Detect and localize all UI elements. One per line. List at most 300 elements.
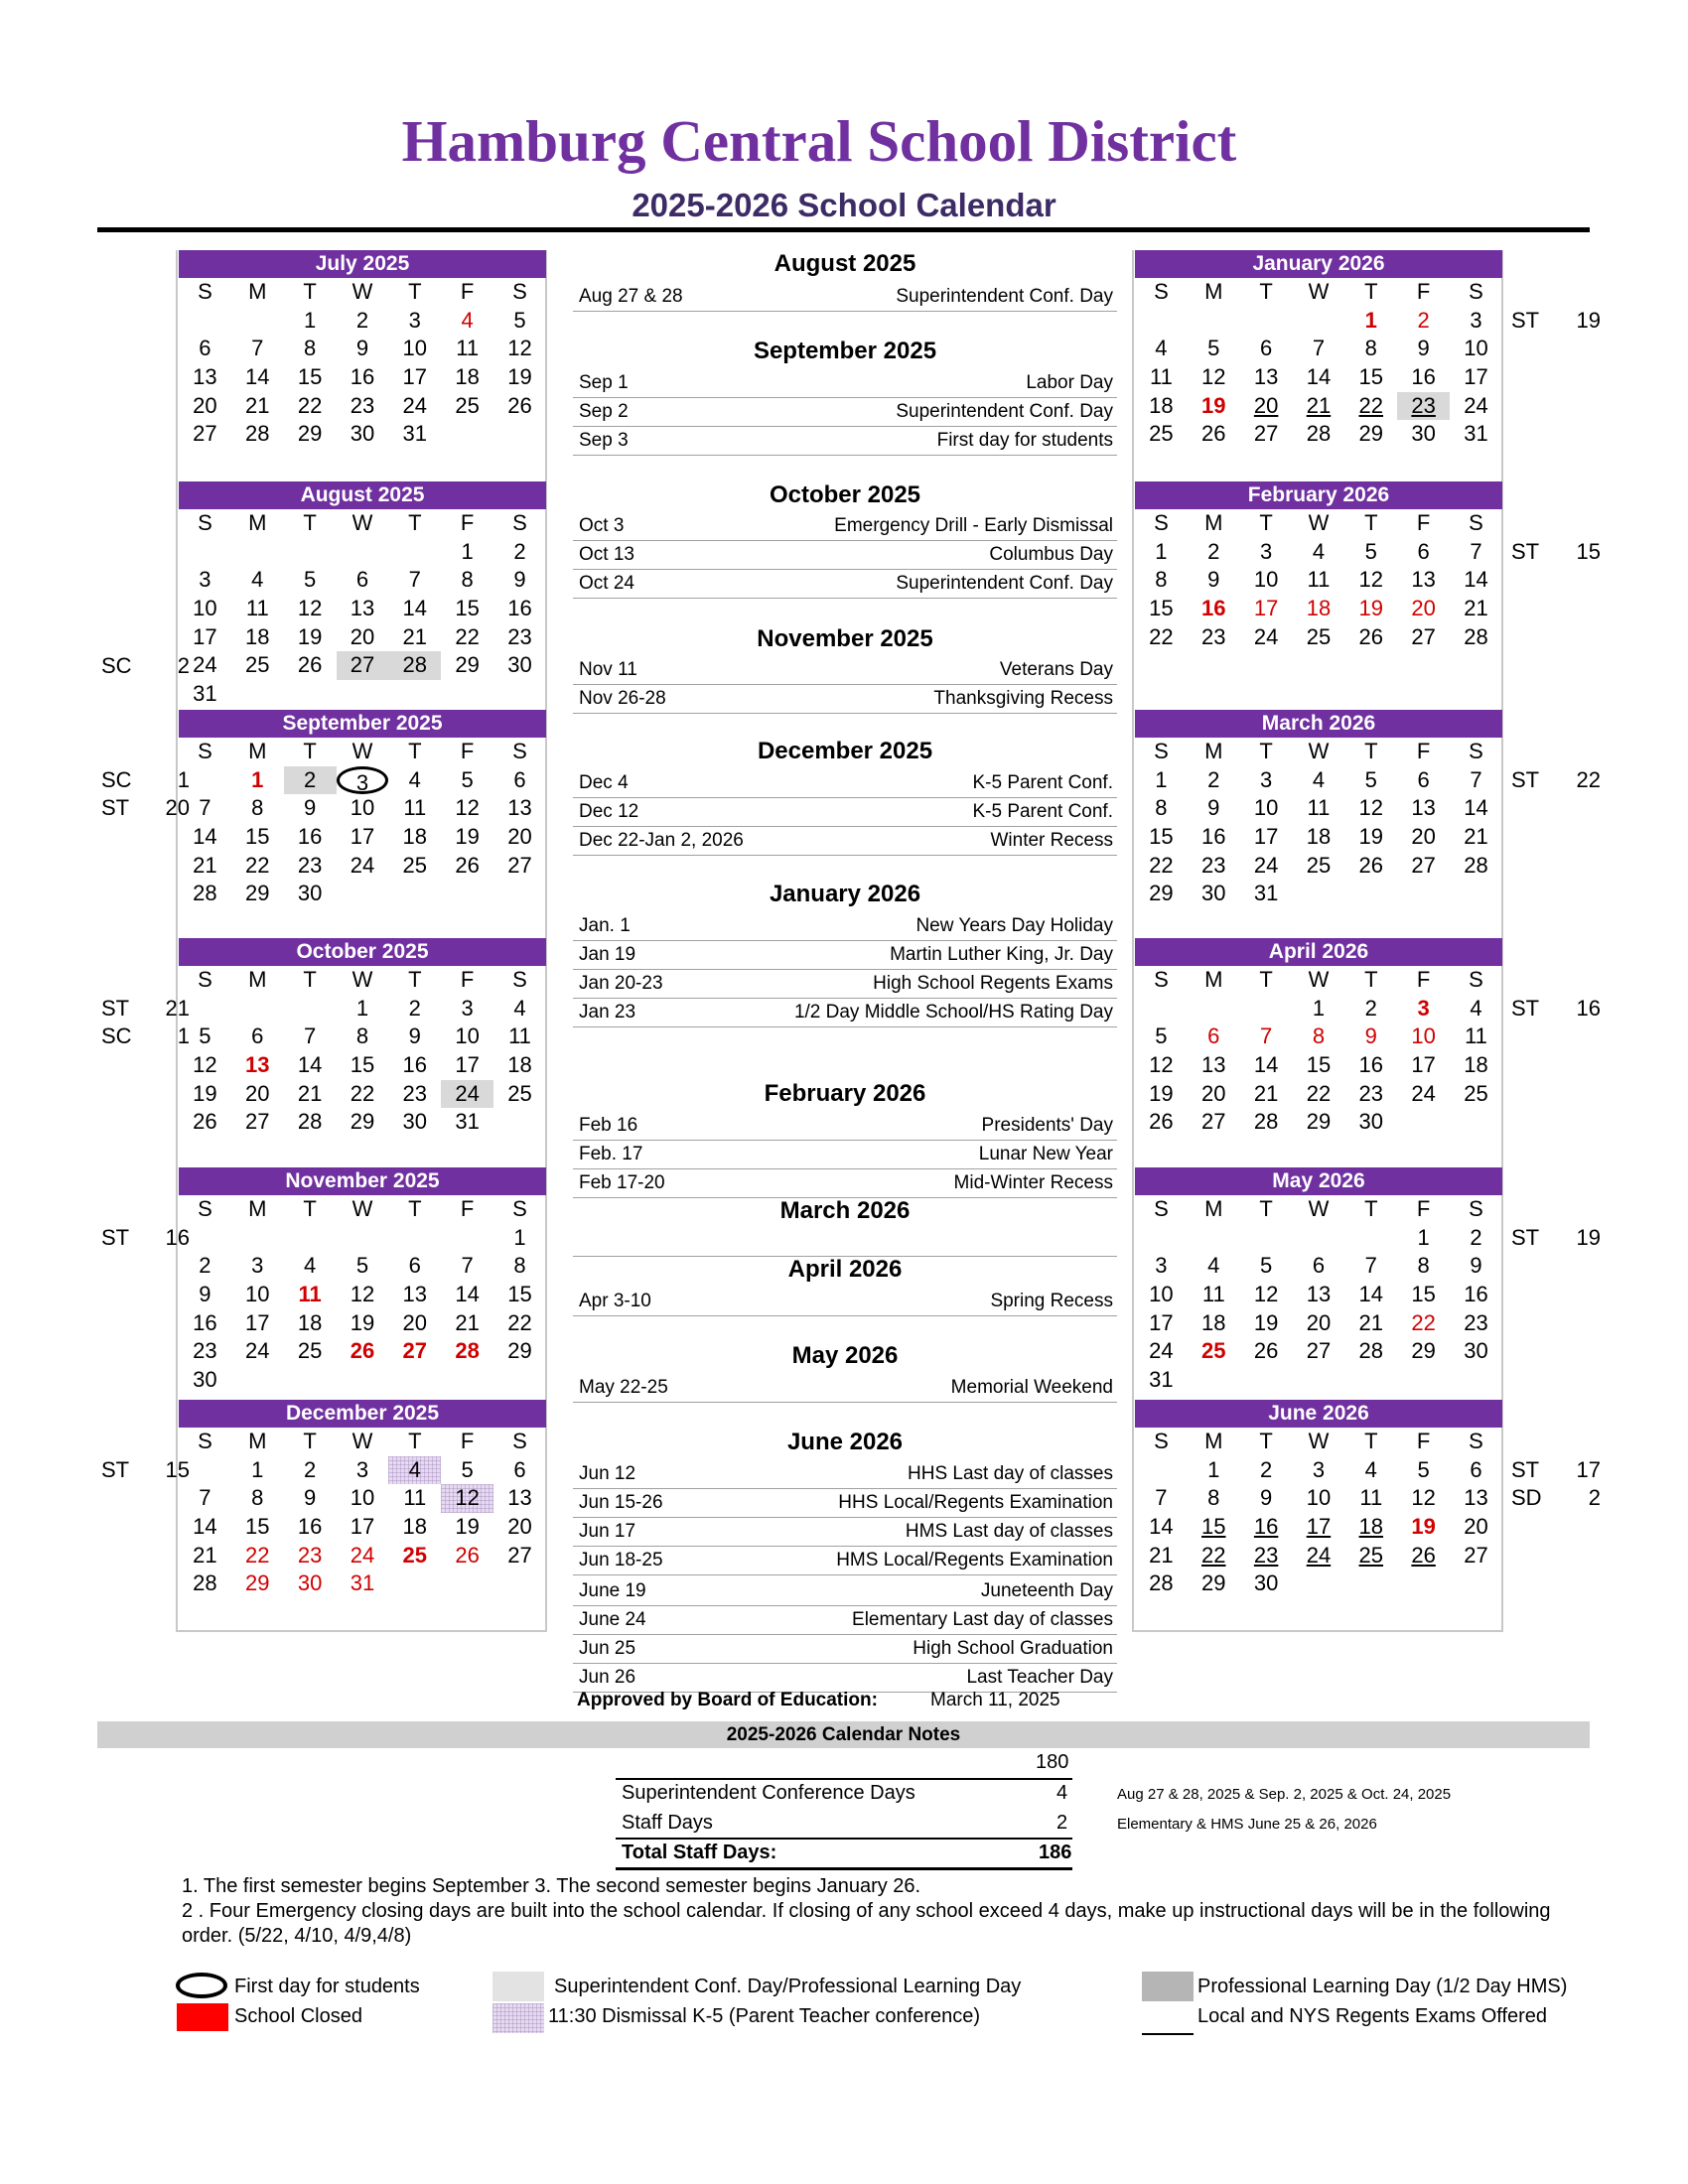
day-cell: [441, 880, 493, 908]
day-cell: 1: [1364, 307, 1377, 333]
legend-dismissal: 11:30 Dismissal K-5 (Parent Teacher conference): [548, 2005, 981, 2027]
event-title: Veterans Day: [999, 659, 1113, 680]
school-closed-swatch: [177, 2003, 228, 2031]
day-cell: 3: [1312, 1456, 1326, 1482]
day-cell: 13: [193, 364, 217, 390]
day-cell: 30: [1201, 881, 1226, 906]
day-cell: 21: [193, 1542, 217, 1568]
day-cell: 29: [455, 652, 480, 678]
weekday-label: F: [460, 739, 475, 763]
day-cell: 17: [245, 1309, 270, 1335]
day-cell: 22: [507, 1309, 532, 1335]
month-november-2025: [179, 1167, 546, 1395]
day-cell: 30: [350, 421, 375, 447]
day-cell: 6: [251, 1024, 264, 1049]
day-cell: 23: [193, 1338, 217, 1364]
day-cell: 6: [513, 1456, 526, 1482]
event-month-heading: April 2026: [787, 1256, 903, 1283]
day-cell: 27: [245, 1109, 270, 1135]
month-august-2025: [179, 481, 546, 709]
day-cell: 20: [1306, 1309, 1332, 1335]
day-cell: 23: [297, 852, 323, 878]
day-cell: 31: [193, 681, 217, 707]
day-grid: [179, 738, 546, 908]
event-date: Oct 3: [579, 515, 625, 536]
day-cell: 17: [1306, 1514, 1332, 1540]
day-cell: 8: [1155, 567, 1168, 593]
day-cell: 26: [1411, 1542, 1436, 1568]
day-cell: 11: [1307, 567, 1331, 593]
day-cell: [1240, 307, 1293, 336]
day-cell: 24: [245, 1338, 270, 1364]
day-cell: 4: [1207, 1253, 1220, 1279]
day-cell: 9: [355, 336, 369, 361]
day-cell: 23: [402, 1080, 428, 1106]
day-cell: 16: [1464, 1282, 1488, 1307]
day-cell: 7: [1364, 1253, 1377, 1279]
day-cell: 28: [193, 1570, 217, 1596]
day-cell: 6: [513, 766, 526, 792]
day-cell: [441, 1570, 493, 1598]
day-cell: 5: [199, 1024, 211, 1049]
day-cell: 7: [1470, 538, 1482, 564]
day-cell: [1344, 880, 1397, 908]
event-row: [573, 911, 1117, 941]
day-cell: [1188, 307, 1240, 336]
day-cell: 18: [1149, 392, 1174, 418]
day-cell: 6: [1207, 1024, 1220, 1049]
day-cell: 3: [1417, 995, 1430, 1021]
day-cell: 30: [297, 1570, 323, 1596]
event-row: [573, 768, 1117, 798]
day-cell: 28: [455, 1338, 480, 1364]
weekday-label: S: [1154, 739, 1169, 763]
day-cell: 12: [1253, 1282, 1279, 1307]
day-cell: 2: [1417, 307, 1430, 333]
day-cell: 3: [337, 766, 389, 795]
day-cell: 3: [1155, 1253, 1168, 1279]
day-cell: 17: [1464, 364, 1488, 390]
day-cell: 21: [455, 1309, 480, 1335]
day-cell: 4: [1364, 1456, 1377, 1482]
day-cell: 6: [1312, 1253, 1326, 1279]
day-cell: 3: [251, 1253, 264, 1279]
day-cell: 2: [284, 766, 337, 795]
day-cell: 6: [355, 567, 369, 593]
month-january-2026: [1135, 250, 1502, 449]
event-date: Feb. 17: [579, 1144, 643, 1164]
staff-count-number: 2: [177, 652, 190, 678]
day-cell: 22: [1411, 1309, 1436, 1335]
staff-count-label: ST: [1511, 1456, 1540, 1482]
day-cell: [337, 880, 389, 908]
day-cell: 5: [1417, 1456, 1430, 1482]
day-cell: 13: [245, 1052, 270, 1078]
day-cell: 20: [507, 1514, 532, 1540]
day-cell: 28: [1464, 623, 1488, 649]
day-cell: 17: [1253, 824, 1279, 850]
event-title: HHS Local/Regents Examination: [838, 1492, 1113, 1513]
staff-count-label: ST: [101, 995, 130, 1021]
day-cell: 24: [1149, 1338, 1174, 1364]
day-cell: [1240, 995, 1293, 1024]
month-header: May 2026: [1135, 1167, 1502, 1195]
day-cell: 27: [507, 1542, 532, 1568]
day-cell: [1450, 1108, 1502, 1137]
day-cell: 17: [1253, 596, 1279, 621]
day-cell: [231, 307, 284, 336]
weekday-label: W: [1308, 279, 1330, 304]
day-cell: 11: [245, 596, 269, 621]
month-september-2025: [179, 710, 546, 908]
day-cell: [493, 1108, 546, 1137]
day-cell: 27: [402, 1338, 428, 1364]
day-cell: 31: [455, 1109, 480, 1135]
day-cell: 28: [1149, 1570, 1174, 1596]
weekday-label: S: [1469, 1429, 1483, 1453]
weekday-label: S: [1154, 1196, 1169, 1221]
day-cell: 28: [1358, 1338, 1384, 1364]
weekday-label: W: [352, 1429, 373, 1453]
day-cell: 9: [303, 1485, 317, 1511]
day-cell: 18: [1201, 1309, 1226, 1335]
day-cell: 24: [193, 652, 217, 678]
day-cell: 20: [350, 623, 375, 649]
month-header: February 2026: [1135, 481, 1502, 509]
day-cell: 4: [408, 766, 421, 792]
day-cell: 19: [1358, 824, 1384, 850]
day-cell: 15: [455, 596, 480, 621]
day-cell: 26: [455, 1542, 480, 1568]
event-row: [573, 397, 1117, 427]
event-row: [573, 1459, 1117, 1489]
event-row: [573, 1517, 1117, 1547]
day-cell: 21: [193, 852, 217, 878]
weekday-label: M: [248, 967, 267, 992]
day-cell: 22: [1149, 852, 1174, 878]
day-cell: 14: [193, 1514, 217, 1540]
weekday-label: T: [408, 1196, 422, 1221]
weekday-label: W: [1308, 739, 1330, 763]
month-header: September 2025: [179, 710, 546, 738]
day-cell: 24: [1411, 1080, 1436, 1106]
day-cell: 7: [199, 1485, 211, 1511]
day-cell: 29: [245, 1570, 270, 1596]
day-cell: 23: [507, 623, 532, 649]
summary-rule-mid: [616, 1838, 1072, 1840]
day-cell: 1: [251, 766, 264, 792]
first-day-legend-icon: [176, 1973, 227, 1998]
day-cell: 21: [1464, 596, 1488, 621]
event-month-heading: March 2026: [779, 1197, 911, 1224]
weekday-label: S: [512, 967, 527, 992]
day-cell: 14: [1358, 1282, 1384, 1307]
day-cell: 20: [1411, 596, 1436, 621]
event-row: [573, 1546, 1117, 1575]
day-cell: [441, 680, 493, 709]
day-cell: 30: [507, 652, 532, 678]
weekday-label: S: [512, 739, 527, 763]
event-row: [573, 1227, 1117, 1257]
month-header: April 2026: [1135, 938, 1502, 966]
day-cell: 21: [1358, 1309, 1384, 1335]
staff-count-label: SC: [101, 652, 132, 678]
day-cell: 28: [297, 1109, 323, 1135]
day-cell: 16: [297, 1514, 323, 1540]
day-cell: [1188, 1224, 1240, 1253]
day-cell: 18: [402, 824, 428, 850]
day-cell: 8: [1417, 1253, 1430, 1279]
staff-count-number: 1: [177, 766, 190, 792]
day-cell: [1450, 1366, 1502, 1395]
event-title: Superintendent Conf. Day: [896, 573, 1113, 594]
day-cell: 17: [402, 364, 428, 390]
day-cell: 27: [1411, 623, 1436, 649]
event-row: [573, 797, 1117, 827]
staff-count-number: 21: [165, 995, 190, 1021]
month-header: November 2025: [179, 1167, 546, 1195]
day-cell: 13: [402, 1282, 428, 1307]
day-cell: [284, 1224, 337, 1253]
weekday-label: T: [1259, 1429, 1273, 1453]
weekday-label: T: [1364, 739, 1378, 763]
weekday-label: T: [1259, 1196, 1273, 1221]
legend-supt-day: Superintendent Conf. Day/Professional Learning Day: [554, 1976, 1022, 1997]
day-cell: [493, 420, 546, 449]
event-title: Superintendent Conf. Day: [896, 401, 1113, 422]
day-cell: 7: [1312, 336, 1326, 361]
month-header: December 2025: [179, 1400, 546, 1428]
day-cell: 20: [1253, 392, 1279, 418]
day-cell: 6: [1417, 538, 1430, 564]
note-emergency-2: order. (5/22, 4/10, 4/9,4/8): [182, 1925, 412, 1947]
day-cell: 18: [402, 1514, 428, 1540]
day-cell: 25: [1201, 1338, 1226, 1364]
legend-first-day: First day for students: [234, 1976, 420, 1997]
day-cell: 23: [1358, 1080, 1384, 1106]
day-cell: 10: [402, 336, 428, 361]
event-month-heading: June 2026: [786, 1429, 904, 1455]
day-grid: [1135, 509, 1502, 651]
month-header: January 2026: [1135, 250, 1502, 278]
staff-days-note: Elementary & HMS June 25 & 26, 2026: [1117, 1816, 1377, 1833]
staff-count-number: 1: [177, 1024, 190, 1049]
day-cell: [1344, 1366, 1397, 1395]
day-cell: [493, 680, 546, 709]
month-header: August 2025: [179, 481, 546, 509]
approval-label: Approved by Board of Education:: [577, 1690, 878, 1710]
day-cell: [1344, 1570, 1397, 1598]
day-cell: [1293, 1224, 1345, 1253]
summary-rule-bottom: [616, 1867, 1072, 1870]
day-cell: 4: [461, 307, 474, 333]
day-cell: 30: [1411, 421, 1436, 447]
student-days-value: 180: [1036, 1751, 1069, 1773]
event-title: Last Teacher Day: [966, 1667, 1113, 1688]
day-cell: 30: [1464, 1338, 1488, 1364]
day-cell: 2: [355, 307, 369, 333]
day-cell: 8: [1155, 795, 1168, 821]
event-month-heading: August 2025: [774, 250, 916, 277]
event-date: Dec 4: [579, 772, 629, 793]
day-cell: [388, 1366, 441, 1395]
event-row: [573, 1287, 1117, 1316]
day-cell: [284, 538, 337, 567]
weekday-label: S: [1154, 510, 1169, 535]
day-cell: [441, 1366, 493, 1395]
day-cell: [284, 995, 337, 1024]
day-cell: 21: [1253, 1080, 1279, 1106]
weekday-label: S: [1469, 510, 1483, 535]
day-cell: [1450, 1570, 1502, 1598]
weekday-label: F: [1416, 1429, 1431, 1453]
day-cell: 14: [1464, 795, 1488, 821]
day-cell: [1240, 1366, 1293, 1395]
day-cell: 3: [1470, 307, 1482, 333]
day-cell: 9: [1417, 336, 1430, 361]
day-cell: 26: [1358, 852, 1384, 878]
day-cell: 24: [1464, 392, 1488, 418]
day-grid: [1135, 1428, 1502, 1598]
day-cell: 23: [350, 392, 375, 418]
staff-count-label: ST: [101, 1224, 130, 1250]
weekday-label: F: [1416, 1196, 1431, 1221]
day-cell: 14: [193, 824, 217, 850]
day-cell: 11: [1201, 1282, 1225, 1307]
event-title: Mid-Winter Recess: [953, 1172, 1113, 1193]
day-cell: 17: [193, 623, 217, 649]
weekday-label: S: [198, 279, 212, 304]
day-grid: [179, 509, 546, 709]
day-cell: 10: [350, 1485, 375, 1511]
day-cell: 7: [303, 1024, 317, 1049]
event-title: Columbus Day: [989, 544, 1113, 565]
note-emergency-1: 2 . Four Emergency closing days are built into the school calendar. If closing of any school exceed 4 days, make up instructional days will be in the following: [182, 1900, 1551, 1922]
weekday-label: F: [1416, 279, 1431, 304]
day-cell: 4: [388, 1456, 441, 1485]
day-cell: 12: [1201, 364, 1226, 390]
day-cell: 2: [1364, 995, 1377, 1021]
event-row: [573, 368, 1117, 398]
day-cell: 9: [303, 795, 317, 821]
day-cell: [388, 680, 441, 709]
day-cell: 18: [297, 1309, 323, 1335]
day-cell: 31: [1253, 881, 1279, 906]
day-cell: 22: [1201, 1542, 1226, 1568]
event-title: 1/2 Day Middle School/HS Rating Day: [793, 1002, 1113, 1023]
day-cell: 10: [1253, 795, 1279, 821]
day-cell: 2: [199, 1253, 211, 1279]
day-cell: 8: [251, 1485, 264, 1511]
event-date: Feb 16: [579, 1115, 638, 1136]
day-cell: 23: [1253, 1542, 1279, 1568]
weekday-label: M: [248, 510, 267, 535]
staff-count-label: ST: [101, 795, 130, 821]
day-cell: 2: [513, 538, 526, 564]
event-title: High School Regents Exams: [873, 973, 1113, 994]
day-cell: 1: [461, 538, 474, 564]
legend-pld: Professional Learning Day (1/2 Day HMS): [1197, 1976, 1568, 1997]
weekday-label: T: [1364, 510, 1378, 535]
day-cell: 21: [245, 392, 270, 418]
day-cell: 26: [507, 392, 532, 418]
event-row: [573, 1168, 1117, 1198]
event-row: [573, 282, 1117, 312]
day-cell: 25: [297, 1338, 323, 1364]
supt-day-swatch: [492, 1972, 544, 2001]
approval-date: March 11, 2025: [930, 1690, 1060, 1710]
day-cell: [337, 1224, 389, 1253]
event-row: [573, 940, 1117, 970]
day-cell: 21: [1149, 1542, 1174, 1568]
day-cell: 30: [1358, 1109, 1384, 1135]
day-cell: 19: [1411, 1514, 1436, 1540]
day-cell: [1135, 1456, 1188, 1485]
weekday-label: S: [1154, 1429, 1169, 1453]
day-cell: 14: [1149, 1514, 1174, 1540]
day-cell: 29: [350, 1109, 375, 1135]
day-cell: 22: [245, 852, 270, 878]
day-cell: 17: [350, 1514, 375, 1540]
staff-count-label: SC: [101, 1024, 132, 1049]
day-cell: [1293, 1366, 1345, 1395]
dismissal-swatch: [492, 2003, 544, 2033]
event-date: June 19: [579, 1580, 646, 1601]
day-cell: [1450, 880, 1502, 908]
day-cell: 19: [1149, 1080, 1174, 1106]
day-cell: 11: [403, 1485, 427, 1511]
day-cell: 3: [355, 1456, 369, 1482]
event-month-heading: January 2026: [769, 881, 921, 907]
weekday-label: S: [512, 1196, 527, 1221]
note-semester: 1. The first semester begins September 3. The second semester begins January 26.: [182, 1875, 921, 1897]
weekday-label: S: [198, 510, 212, 535]
day-cell: 29: [1149, 881, 1174, 906]
day-cell: 24: [1306, 1542, 1332, 1568]
weekday-label: S: [1469, 1196, 1483, 1221]
day-cell: [337, 1366, 389, 1395]
day-cell: 9: [408, 1024, 421, 1049]
day-cell: 30: [1253, 1570, 1279, 1596]
day-cell: 5: [303, 567, 317, 593]
day-cell: 24: [1253, 623, 1279, 649]
day-cell: 8: [513, 1253, 526, 1279]
event-row: [573, 1663, 1117, 1693]
event-date: Jun 15-26: [579, 1492, 663, 1513]
month-header: March 2026: [1135, 710, 1502, 738]
day-cell: 15: [245, 1514, 270, 1540]
weekday-label: F: [1416, 739, 1431, 763]
total-staff-value: 186: [1039, 1842, 1072, 1863]
weekday-label: M: [1204, 967, 1223, 992]
staff-count-number: 15: [165, 1456, 190, 1482]
day-cell: 2: [303, 1456, 317, 1482]
day-cell: 2: [1207, 538, 1220, 564]
event-month-heading: December 2025: [757, 738, 933, 764]
event-row: [573, 655, 1117, 685]
event-date: Dec 22-Jan 2, 2026: [579, 830, 744, 851]
day-cell: [1397, 1366, 1450, 1395]
weekday-label: F: [460, 1429, 475, 1453]
weekday-label: M: [1204, 510, 1223, 535]
day-cell: 18: [1306, 824, 1332, 850]
day-cell: 9: [199, 1282, 211, 1307]
day-cell: 19: [455, 1514, 480, 1540]
day-cell: 13: [350, 596, 375, 621]
event-row: [573, 1140, 1117, 1169]
staff-count-number: 22: [1576, 766, 1601, 792]
month-october-2025: [179, 938, 546, 1137]
